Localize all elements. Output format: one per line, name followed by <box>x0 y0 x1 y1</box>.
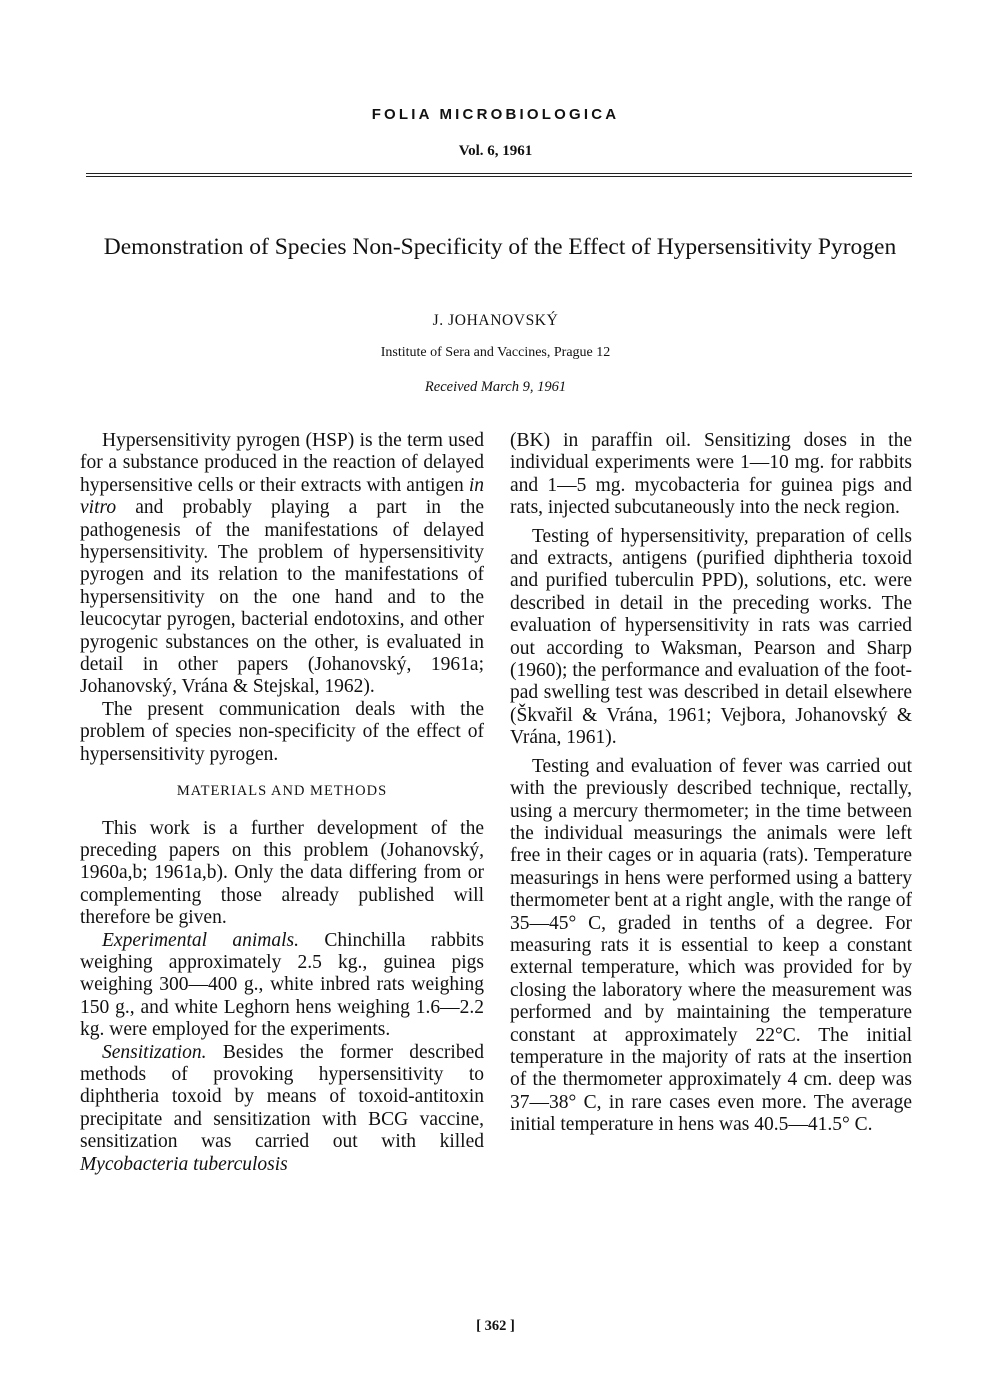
in-vitro-term: in vitro <box>80 474 484 519</box>
paper-title: Demonstration of Species Non-Specificity of the Effect of Hypersensitivity Pyrogen <box>103 234 897 260</box>
experimental-animals-paragraph <box>80 930 484 1042</box>
fever-testing-paragraph: Testing and evaluation of fever was carried out with the previously described technique, rectally, using a mercury thermometer; in the time between the individual measurings the animals were left free in their cages or in aquaria (rats). Temperature measurings in hens were performed using a battery thermometer bent at a right angle, with the range of 35—45° C, graded in tenths of a degree. For measuring rats it is essential to keep a constant external temperature, which was provided for by closing the laboratory where the measurement was performed and by maintaining the temperature constant at approximately 22°C. The initial temperature in the majority of rats at the insertion of the thermometer approximately 4 cm. deep was 37—38° C, in rare cases even more. The average initial temperature in hens was 40.5—41.5° C. <box>510 755 912 1136</box>
journal-title: FOLIA MICROBIOLOGICA <box>371 106 620 123</box>
sensitization-paragraph <box>80 1042 484 1176</box>
header-rule-top <box>86 173 912 174</box>
sensitization-organism: Mycobacteria tuberculosis <box>80 1153 288 1175</box>
scope-paragraph: The present communication deals with the problem of species non-specificity of the effect of hypersensitivity pyrogen. <box>80 698 484 765</box>
received-date: Received March 9, 1961 <box>424 379 567 395</box>
author: J. JOHANOVSKÝ <box>432 312 559 329</box>
affiliation: Institute of Sera and Vaccines, Prague 12 <box>380 345 611 360</box>
header-rule-bottom <box>86 176 912 177</box>
sensitization-lead: Sensitization. <box>102 1041 207 1063</box>
right-column <box>510 430 912 1137</box>
left-column <box>80 430 484 1176</box>
section-heading-methods: MATERIALS AND METHODS <box>176 783 388 800</box>
experimental-animals-lead: Experimental animals. <box>102 929 300 951</box>
testing-hypersensitivity-paragraph: Testing of hypersensitivity, preparation of cells and extracts, antigens (purified diphtheria toxoid and purified tuberculin PPD), solutions, etc. were described in detail in the preceding works. The evaluation of hypersensitivity in rats was carried out according to Waksman, Pearson and Sharp (1960); the performance and evaluation of the foot-pad swelling test was described in detail elsewhere (Škvařil & Vrána, 1961; Vejbora, Johanovský & Vrána, 1961). <box>510 525 912 749</box>
sensitization-body: Besides the former described methods of provoking hypersensitivity to diphtheria toxoid by means of toxoid-antitoxin precipitate and sensitization with BCG vaccine, sensitization was carried out with killed <box>80 1041 484 1153</box>
methods-paragraph: This work is a further development of the preceding papers on this problem (Johanovský, 1960a,b; 1961a,b). Only the data differing from or complementing those already published will therefore be given. <box>80 817 484 929</box>
volume-line: Vol. 6, 1961 <box>458 143 533 159</box>
sensitization-continued-paragraph: (BK) in paraffin oil. Sensitizing doses in the individual experiments were 1—10 mg. for rabbits and 1—5 mg. mycobacteria for guinea pigs and rats, injected subcutaneously into the neck region. <box>510 430 912 519</box>
intro-paragraph: Hypersensitivity pyrogen (HSP) is the term used for a substance produced in the reaction of delayed hypersensitive cells or their extracts with antigen in vitro and probably playing a part in the pathogenesis of the manifestations of delayed hypersensitivity. The problem of hypersensitivity pyrogen and its relation to the manifestations of hypersensitivity on the one hand and to the leucocytar pyrogen, bacterial endotoxins, and other pyrogenic substances on the other, is evaluated in detail in other papers (Johanovský, 1961a; Johanovský, Vrána & Stejskal, 1962). <box>80 430 484 698</box>
page-number: [ 362 ] <box>476 1318 515 1334</box>
experimental-animals-body: Chinchilla rabbits weighing approximately 2.5 kg., guinea pigs weighing 300—400 g., white inbred rats weighing 150 g., and white Leghorn hens weighing 1.6—2.2 kg. were employed for the experiments. <box>80 929 484 1041</box>
